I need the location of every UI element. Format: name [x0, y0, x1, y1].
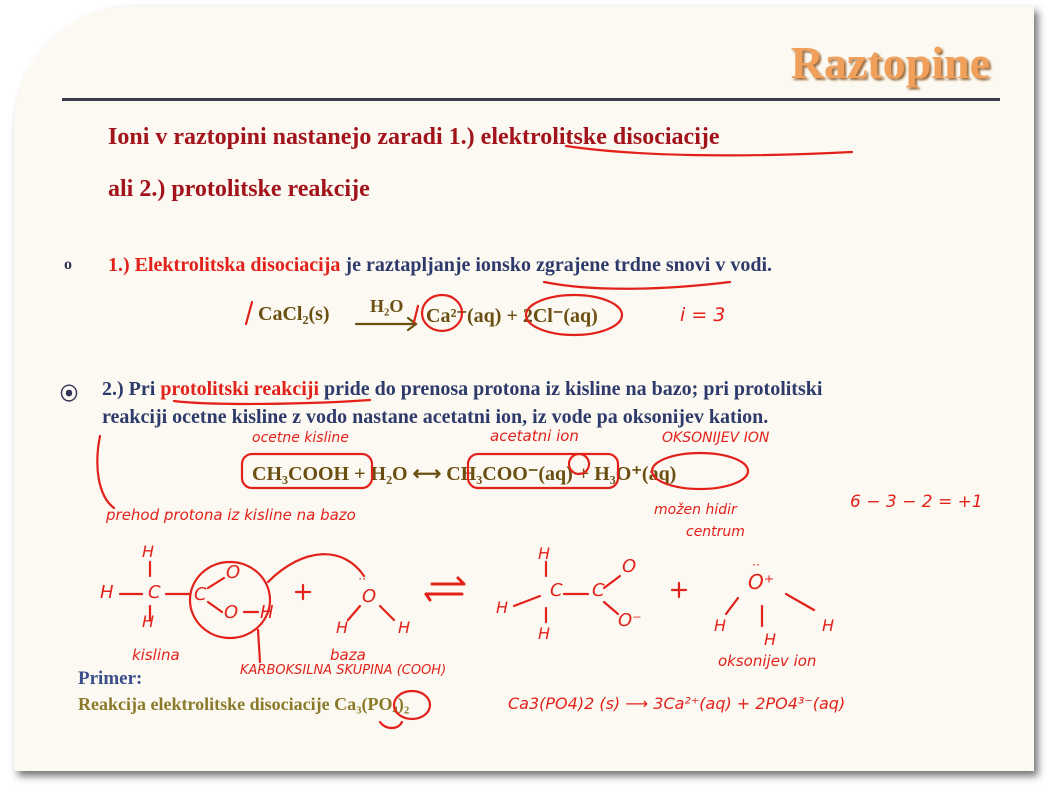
- molecule-water-h-right: H: [398, 618, 411, 637]
- bullet-2: ⦿: [60, 384, 78, 404]
- underline-elektrolitske: [566, 146, 852, 155]
- molecule-acid-h-acidic: H: [260, 602, 274, 623]
- molecule-water-o: O: [362, 586, 377, 607]
- circle-ca: [422, 295, 462, 331]
- plus-sign-2: [672, 583, 686, 597]
- arrow-prehod: [97, 436, 114, 508]
- handwritten-i-equals-3: i = 3: [680, 304, 726, 326]
- handwritten-prehod-protona: prehod protona iz kisline na bazo: [106, 506, 356, 524]
- underline-ca3: [380, 722, 402, 728]
- plus-sign-1: [296, 585, 310, 599]
- molecule-hydronium-h-right: H: [822, 616, 835, 635]
- ink-annotations: [14, 6, 1034, 771]
- mark-two: [414, 306, 418, 322]
- circle-carboxyl: [190, 562, 270, 638]
- point-1-label: 1.) Elektrolitska disociacija: [108, 254, 341, 276]
- handwritten-karboksilna-skupina: KARBOKSILNA SKUPINA (COOH): [240, 663, 447, 678]
- bond-hydronium-right: [786, 594, 814, 610]
- molecule-acetate-c-methyl: C: [550, 580, 563, 601]
- molecule-acetate-h-left: H: [496, 598, 509, 617]
- point-2-description-1: pride do prenosa protona iz kisline na bazo; pri protolitski: [319, 378, 823, 400]
- molecule-acid-o-double: O: [226, 562, 241, 583]
- molecule-acid-h-top: H: [142, 542, 155, 561]
- molecule-acid-c-methyl: C: [148, 582, 161, 603]
- cacl2-products: Ca²⁺(aq) + 2Cl⁻(aq): [426, 305, 598, 327]
- point-2-prefix: 2.) Pri: [102, 378, 161, 400]
- pointer-karboksilna: [258, 630, 260, 662]
- handwritten-baza: baza: [330, 646, 366, 664]
- molecule-hydronium-o-plus: O⁺: [748, 570, 775, 594]
- handwritten-mozen-hidir: možen hidir: [654, 502, 737, 518]
- bond-acetate-co-single: [604, 602, 618, 614]
- slide-title: Raztopine: [790, 37, 990, 88]
- molecule-water-lone-pair: ··: [358, 572, 366, 586]
- bond-co-single: [208, 602, 222, 612]
- circle-oxygen-minus: [569, 454, 589, 474]
- bond-hydronium-left: [726, 598, 738, 614]
- molecule-acetate-h-top: H: [538, 544, 551, 563]
- cacl2-solvent: H₂O: [370, 296, 404, 316]
- reaction-arrow: [356, 318, 416, 330]
- molecule-acid-c-carboxyl: C: [194, 584, 207, 605]
- arrow-to-water: [268, 554, 364, 582]
- box-acetate: [468, 454, 618, 488]
- molecule-acetate-h-bottom: H: [538, 624, 551, 643]
- cacl2-reactant: CaCl₂(s): [258, 303, 330, 325]
- underline-ionsko-zgrajene: [544, 282, 730, 289]
- bond-acetate-h-left: [514, 596, 540, 606]
- circle-cl: [526, 295, 622, 335]
- point-2-line-2: reakciji ocetne kisline z vodo nastane acetatni ion, iz vode pa oksonijev kation.: [102, 406, 769, 428]
- primer-label: Primer:: [78, 668, 143, 689]
- handwritten-ocetne-kisline: ocetne kisline: [252, 430, 349, 446]
- molecule-water-h-left: H: [336, 618, 349, 637]
- handwritten-centrum: centrum: [686, 524, 745, 540]
- circle-hydronium: [652, 453, 748, 489]
- molecule-hydronium-lone-pair: ··: [752, 558, 760, 572]
- bond-water-left: [348, 606, 360, 620]
- molecule-acetate-o-minus: O⁻: [618, 610, 642, 631]
- slide: [14, 6, 1034, 771]
- point-1-description: je raztapljanje ionsko zgrajene trdne snovi v vodi.: [340, 254, 773, 276]
- bond-co-double: [208, 578, 224, 588]
- mark-one: [246, 302, 252, 324]
- handwritten-ca3po4-equation: Ca3(PO4)2 (s) ⟶ 3Ca²⁺(aq) + 2PO4³⁻(aq): [508, 694, 846, 713]
- handwritten-oksonijev-ion-lower: oksonijev ion: [718, 652, 817, 670]
- handwritten-acetatni-ion: acetatni ion: [490, 427, 579, 445]
- bond-acetate-co-double: [604, 576, 620, 588]
- molecule-hydronium-h-left: H: [714, 616, 727, 635]
- molecule-acetate-o-double: O: [622, 556, 637, 577]
- molecule-acid-h-left: H: [100, 582, 114, 603]
- underline-protolitski: [174, 400, 370, 404]
- handwritten-kislina: kislina: [132, 646, 180, 664]
- intro-line-2: ali 2.) protolitske reakcije: [108, 176, 370, 202]
- point-2-label: protolitski reakciji: [160, 378, 320, 400]
- box-ch3cooh: [242, 454, 372, 488]
- molecule-acid-o-single: O: [224, 602, 239, 623]
- intro-line-1: Ioni v raztopini nastanejo zaradi 1.) elektrolitske disociacije: [108, 124, 720, 150]
- acetic-acid-equation: CH₃COOH + H₂O ⟷ CH₃COO⁻(aq) + H₃O⁺(aq): [252, 463, 677, 485]
- molecule-acetate-c-carboxyl: C: [592, 580, 605, 601]
- bond-water-right: [380, 606, 394, 620]
- circle-po4: [394, 691, 430, 719]
- handwritten-oksonijev-ion: OKSONIJEV ION: [662, 430, 770, 446]
- molecule-hydronium-h-bottom: H: [764, 630, 777, 649]
- primer-text: Reakcija elektrolitske disociacije Ca₃(PO₄)₂: [78, 694, 410, 714]
- equilibrium-arrows: [426, 578, 464, 600]
- handwritten-oxidation-sum: 6 − 3 − 2 = +1: [850, 492, 983, 512]
- bullet-1: o: [64, 256, 72, 273]
- molecule-acid-h-bottom: H: [142, 612, 155, 631]
